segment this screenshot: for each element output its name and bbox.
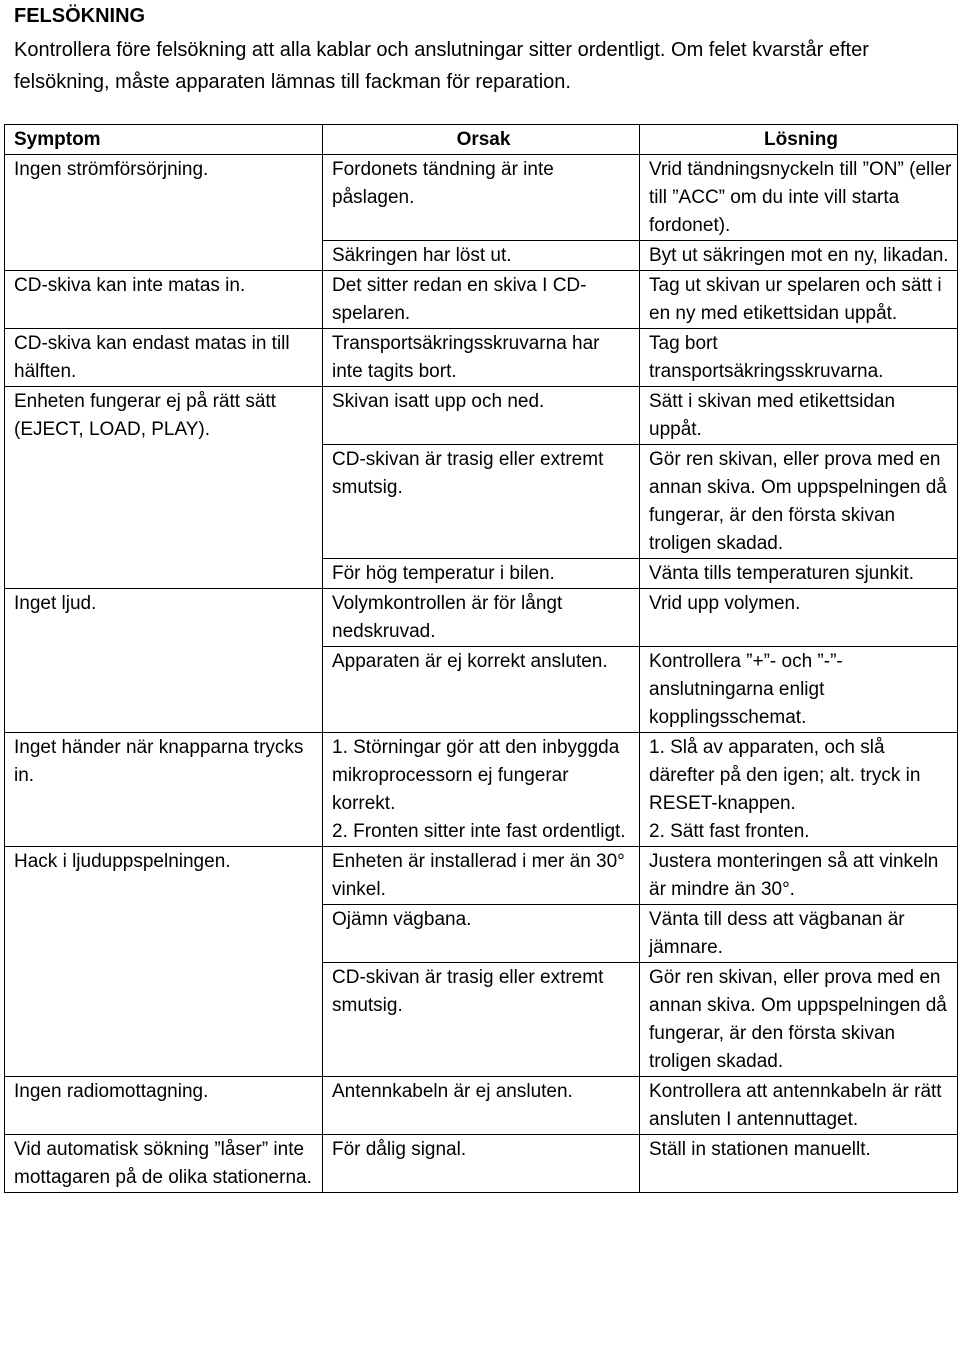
cause-cell: Fordonets tändning är inte påslagen. xyxy=(323,155,640,241)
cause-cell: Enheten är installerad i mer än 30° vinkel. xyxy=(323,847,640,905)
page-title: FELSÖKNING xyxy=(14,5,146,27)
table-header-row xyxy=(5,125,958,155)
solution-line: 2. Sätt fast fronten. xyxy=(649,821,810,842)
troubleshooting-table xyxy=(4,124,958,1193)
table-row xyxy=(5,329,958,387)
cause-line: 2. Fronten sitter inte fast ordentligt. xyxy=(332,821,626,842)
intro-paragraph: Kontrollera före felsökning att alla kablar och anslutningar sitter ordentligt. Om felet kvarstår efter felsökning, måste apparaten lämnas till fackman för reparation. xyxy=(14,39,869,93)
cause-cell: CD-skivan är trasig eller extremt smutsig. xyxy=(323,445,640,559)
cause-cell: För hög temperatur i bilen. xyxy=(323,559,640,589)
symptom-cell: Enheten fungerar ej på rätt sätt (EJECT, LOAD, PLAY). xyxy=(5,387,323,589)
symptom-cell: Inget ljud. xyxy=(5,589,323,733)
symptom-cell: Hack i ljuduppspelningen. xyxy=(5,847,323,1077)
table-row xyxy=(5,387,958,445)
symptom-cell: CD-skiva kan endast matas in till hälften. xyxy=(5,329,323,387)
symptom-cell: Inget händer när knapparna trycks in. xyxy=(5,733,323,847)
table-row xyxy=(5,589,958,647)
solution-cell: Justera monteringen så att vinkeln är mindre än 30°. xyxy=(640,847,958,905)
cause-cell: Ojämn vägbana. xyxy=(323,905,640,963)
solution-cell: Vänta till dess att vägbanan är jämnare. xyxy=(640,905,958,963)
header-cause: Orsak xyxy=(323,125,640,155)
symptom-cell: Vid automatisk sökning ”låser” inte mottagaren på de olika stationerna. xyxy=(5,1135,323,1193)
header-solution: Lösning xyxy=(640,125,958,155)
table-row xyxy=(5,847,958,905)
solution-cell: Sätt i skivan med etikettsidan uppåt. xyxy=(640,387,958,445)
cause-cell xyxy=(323,733,640,847)
table-row xyxy=(5,1077,958,1135)
solution-cell: Kontrollera att antennkabeln är rätt ansluten I antennuttaget. xyxy=(640,1077,958,1135)
symptom-cell: Ingen radiomottagning. xyxy=(5,1077,323,1135)
solution-cell: Gör ren skivan, eller prova med en annan skiva. Om uppspelningen då fungerar, är den första skivan troligen skadad. xyxy=(640,963,958,1077)
solution-cell: Tag ut skivan ur spelaren och sätt i en ny med etikettsidan uppåt. xyxy=(640,271,958,329)
cause-cell: Volymkontrollen är för långt nedskruvad. xyxy=(323,589,640,647)
solution-cell xyxy=(640,733,958,847)
solution-cell: Ställ in stationen manuellt. xyxy=(640,1135,958,1193)
cause-cell: Antennkabeln är ej ansluten. xyxy=(323,1077,640,1135)
symptom-cell: CD-skiva kan inte matas in. xyxy=(5,271,323,329)
solution-cell: Vrid tändningsnyckeln till ”ON” (eller till ”ACC” om du inte vill starta fordonet). xyxy=(640,155,958,241)
solution-cell: Kontrollera ”+”- och ”-”-anslutningarna enligt kopplingsschemat. xyxy=(640,647,958,733)
solution-cell: Vänta tills temperaturen sjunkit. xyxy=(640,559,958,589)
cause-cell: Det sitter redan en skiva I CD-spelaren. xyxy=(323,271,640,329)
table-row xyxy=(5,155,958,241)
symptom-cell: Ingen strömförsörjning. xyxy=(5,155,323,271)
cause-cell: Transportsäkringsskruvarna har inte tagits bort. xyxy=(323,329,640,387)
cause-cell: CD-skivan är trasig eller extremt smutsig. xyxy=(323,963,640,1077)
cause-line: 1. Störningar gör att den inbyggda mikroprocessorn ej fungerar korrekt. xyxy=(332,737,620,814)
solution-cell: Tag bort transportsäkringsskruvarna. xyxy=(640,329,958,387)
solution-cell: Byt ut säkringen mot en ny, likadan. xyxy=(640,241,958,271)
table-row xyxy=(5,733,958,847)
table-row xyxy=(5,271,958,329)
solution-cell: Vrid upp volymen. xyxy=(640,589,958,647)
header-symptom: Symptom xyxy=(5,125,323,155)
solution-line: 1. Slå av apparaten, och slå därefter på den igen; alt. tryck in RESET-knappen. xyxy=(649,737,921,814)
cause-cell: För dålig signal. xyxy=(323,1135,640,1193)
cause-cell: Apparaten är ej korrekt ansluten. xyxy=(323,647,640,733)
cause-cell: Säkringen har löst ut. xyxy=(323,241,640,271)
cause-cell: Skivan isatt upp och ned. xyxy=(323,387,640,445)
solution-cell: Gör ren skivan, eller prova med en annan skiva. Om uppspelningen då fungerar, är den första skivan troligen skadad. xyxy=(640,445,958,559)
table-row xyxy=(5,1135,958,1193)
